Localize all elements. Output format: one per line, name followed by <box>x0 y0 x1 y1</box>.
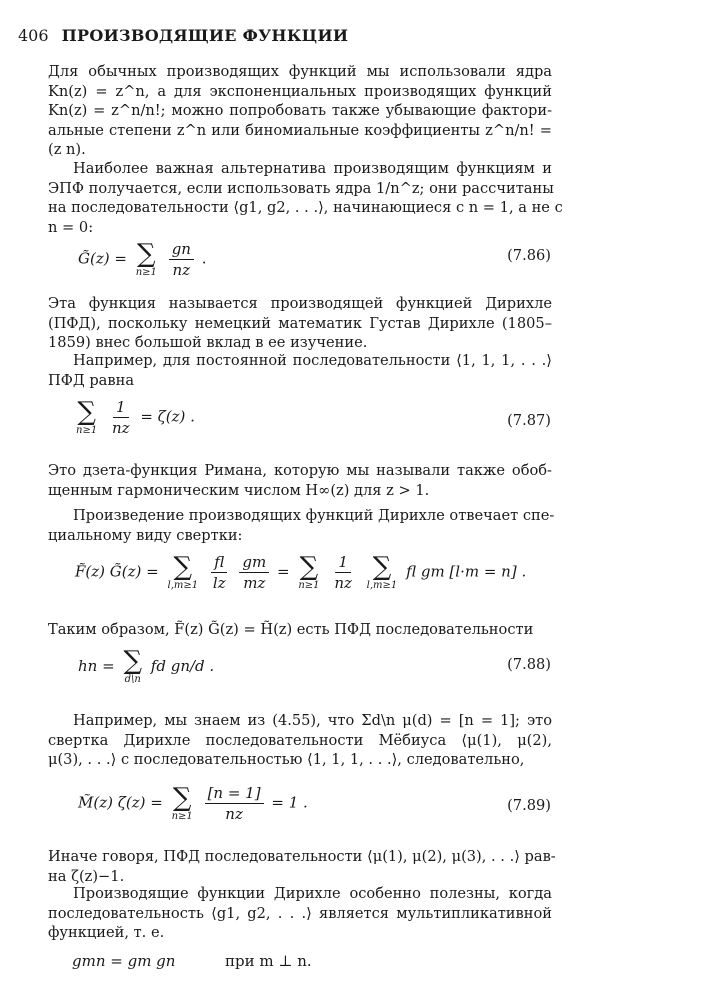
text-line: Например, мы знаем из (4.55), что Σd\n μ(d) = [n = 1]; это <box>73 712 552 729</box>
sum-subscript: l,m≥1 <box>167 579 199 591</box>
fraction <box>239 553 269 592</box>
sum-sign: ∑ d\n <box>123 646 143 685</box>
page-number: 406 <box>18 26 49 45</box>
eq-lhs: F̃(z) G̃(z) = <box>75 562 159 581</box>
text-line: Наиболее важная альтернатива производящим функциям и <box>73 160 552 177</box>
eq-lhs: G̃(z) = <box>78 249 127 268</box>
equation-7-86 <box>78 240 207 279</box>
eq-rhs: = ζ(z) . <box>140 407 195 426</box>
sum-subscript: n≥1 <box>76 424 98 436</box>
page-header <box>18 26 348 45</box>
paragraph-zeta <box>48 461 552 500</box>
eq-tail: fd gn/d . <box>150 657 215 675</box>
text-line: Kn(z) = z^n/n!; можно попробовать также убывающие фактори- <box>48 102 552 119</box>
text-line: последовательность ⟨g1, g2, . . .⟩ является мультипликативной <box>48 904 552 922</box>
paragraph-kernels <box>48 62 552 160</box>
text-line: ПФД равна <box>48 371 135 389</box>
fraction <box>205 784 264 823</box>
sum-subscript: n≥1 <box>298 579 320 591</box>
text-line: n = 0: <box>48 218 94 236</box>
text-line: Для обычных производящих функций мы использовали ядра <box>48 63 552 80</box>
text-line: щенным гармоническим числом H∞(z) для z > 1. <box>48 481 430 499</box>
sum-subscript: d\n <box>124 674 141 685</box>
paragraph-inverse <box>48 847 556 886</box>
text-line: Произведение производящих функций Дирихле отвечает спе- <box>73 507 555 524</box>
eq-lhs: gmn = gm gn <box>72 952 176 970</box>
equation-7-88 <box>78 648 214 686</box>
eq-condition: при m ⊥ n. <box>225 952 312 970</box>
text-line: 1859) внес большой вклад в ее изучение. <box>48 334 368 351</box>
equals-sign: = <box>276 562 290 581</box>
eq-tail: fl gm [l·m = n] . <box>406 562 527 581</box>
eq-lhs: hn = <box>78 657 115 675</box>
denominator: nz <box>225 805 243 823</box>
text-line: альные степени z^n или биномиальные коэффициенты z^n/n! = <box>48 121 552 139</box>
denominator: nz <box>111 419 130 437</box>
equation-number: (7.87) <box>507 412 551 429</box>
text-line: свертка Дирихле последовательности Мёбиуса ⟨μ(1), μ(2), <box>48 731 552 749</box>
text-line: Например, для постоянной последовательности ⟨1, 1, 1, . . .⟩ <box>73 352 552 369</box>
paragraph-dirichlet-definition <box>48 294 552 353</box>
running-title: ПРОИЗВОДЯЩИЕ ФУНКЦИИ <box>61 26 349 45</box>
sum-sign: ∑ n≥1 <box>76 396 98 436</box>
paragraph-example-constant <box>48 351 552 390</box>
sum-subscript: n≥1 <box>171 810 193 822</box>
text-line: Эта функция называется производящей функцией Дирихле <box>48 295 552 312</box>
equation-number: (7.86) <box>507 247 551 264</box>
equation-number: (7.89) <box>507 797 551 814</box>
text-line: ЭПФ получается, если использовать ядра 1/n^z; они рассчитаны <box>48 179 554 197</box>
denominator: nz <box>334 574 352 592</box>
fraction <box>169 240 194 279</box>
sum-sign: ∑ l,m≥1 <box>167 551 199 591</box>
denominator: lz <box>212 574 226 592</box>
paragraph-alternative <box>48 159 563 237</box>
text-line: функцией, т. е. <box>48 924 165 941</box>
equation-7-89 <box>78 784 308 823</box>
text-line: Это дзета-функция Римана, которую мы называли также обоб- <box>48 462 552 479</box>
numerator: 1 <box>335 553 351 573</box>
eq-tail: . <box>201 249 207 268</box>
equation-7-87 <box>72 398 195 437</box>
numerator: fl <box>211 553 227 573</box>
text-line: Kn(z) = z^n, а для экспоненциальных производящих функций <box>48 82 552 100</box>
sum-sign: ∑ n≥1 <box>171 782 193 822</box>
numerator: gm <box>239 553 269 573</box>
eq-rhs: = 1 . <box>271 793 308 812</box>
numerator: 1 <box>113 398 129 418</box>
sum-sign: ∑ n≥1 <box>298 551 320 591</box>
text-line: (z n). <box>48 141 86 158</box>
sum-sign: ∑ l,m≥1 <box>366 551 398 591</box>
equation-convolution <box>75 553 526 592</box>
sum-sign: ∑ n≥1 <box>135 238 157 278</box>
fraction <box>331 553 355 592</box>
text-line: Таким образом, F̃(z) G̃(z) = H̃(z) есть ПФД последовательности <box>48 621 534 638</box>
text-line: Производящие функции Дирихле особенно полезны, когда <box>73 885 552 902</box>
numerator: gn <box>169 240 194 260</box>
text-line: на ζ(z)−1. <box>48 867 125 885</box>
equation-number: (7.88) <box>507 656 551 673</box>
equation-multiplicative <box>72 952 312 970</box>
fraction <box>210 553 229 592</box>
paragraph-product <box>48 506 555 545</box>
text-line: μ(3), . . .⟩ с последовательностью ⟨1, 1, 1, . . .⟩, следовательно, <box>48 751 525 768</box>
paragraph-multiplicative <box>48 884 552 943</box>
text-line: циальному виду свертки: <box>48 526 243 544</box>
eq-lhs: M̃(z) ζ(z) = <box>78 793 163 812</box>
denominator: nz <box>172 261 191 279</box>
text-line: Иначе говоря, ПФД последовательности ⟨μ(1), μ(2), μ(3), . . .⟩ рав- <box>48 848 556 865</box>
sum-subscript: n≥1 <box>135 266 157 278</box>
fraction <box>109 398 133 437</box>
text-line: (ПФД), поскольку немецкий математик Густав Дирихле (1805– <box>48 314 552 332</box>
sum-subscript: l,m≥1 <box>366 579 398 591</box>
paragraph-thus <box>48 620 552 640</box>
paragraph-mobius <box>48 711 552 770</box>
denominator: mz <box>243 574 266 592</box>
numerator: [n = 1] <box>205 784 264 804</box>
text-line: на последовательности ⟨g1, g2, . . .⟩, начинающиеся с n = 1, а не с <box>48 199 563 216</box>
